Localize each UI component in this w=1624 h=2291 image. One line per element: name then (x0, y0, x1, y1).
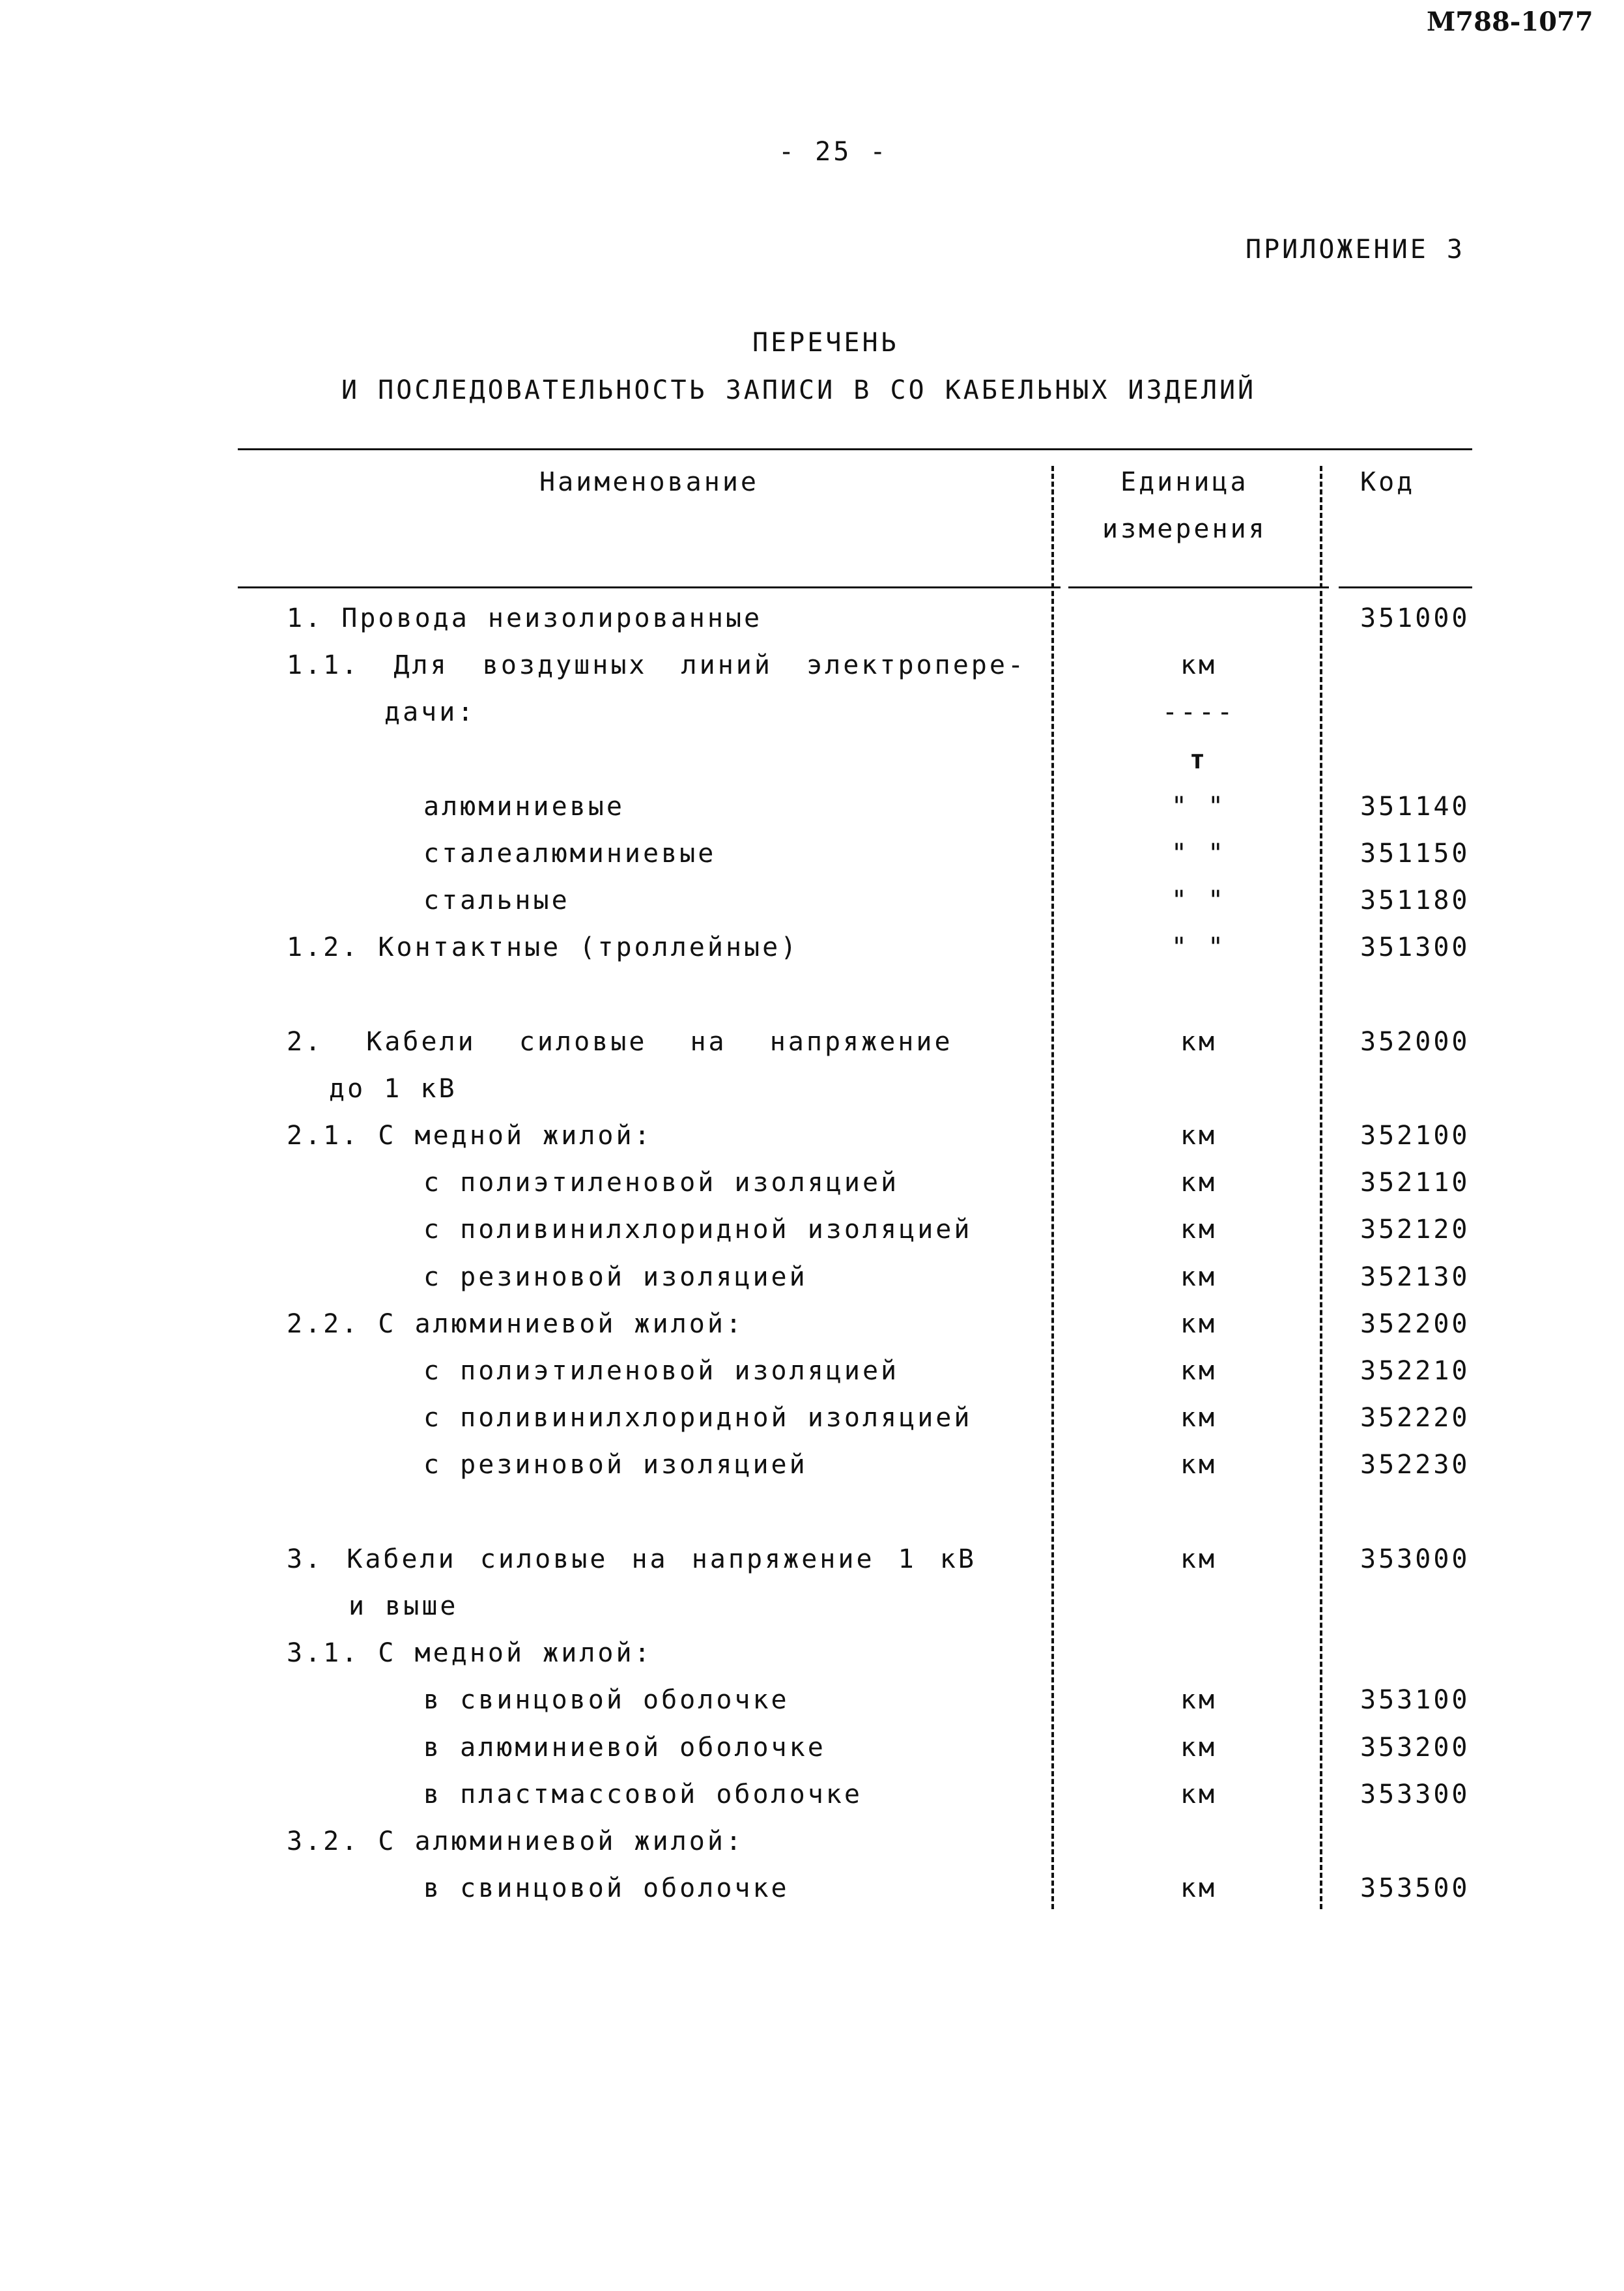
table-row (0, 650, 1624, 697)
item-name: с поливинилхлоридной изоляцией (423, 1403, 973, 1434)
item-name: стальные (423, 886, 570, 916)
column-header-unit-line1: Единица (1120, 467, 1249, 497)
item-unit: " " (1171, 932, 1227, 963)
item-unit: км (1180, 1356, 1218, 1386)
table-row (0, 1450, 1624, 1497)
item-code: 352220 (1360, 1403, 1470, 1434)
item-name: алюминиевые (423, 791, 625, 822)
header-bottom-rule-middle (1068, 586, 1329, 588)
table-row (0, 745, 1624, 792)
item-name: с резиновой изоляцией (423, 1450, 808, 1480)
table-row (0, 1826, 1624, 1873)
item-unit: км (1180, 1026, 1218, 1057)
table-row (0, 1121, 1624, 1168)
item-name: 2. Кабели силовые на напряжение (287, 1026, 953, 1057)
item-name: дачи: (384, 697, 476, 728)
table-row (0, 1215, 1624, 1261)
appendix-label: ПРИЛОЖЕНИЕ 3 (1246, 235, 1465, 265)
item-name: с полиэтиленовой изоляцией (423, 1356, 900, 1386)
item-code: 351300 (1360, 932, 1470, 963)
table-row (0, 1779, 1624, 1826)
page-number: - 25 - (778, 137, 889, 167)
item-unit: км (1180, 1308, 1218, 1339)
table-body (0, 603, 1624, 1920)
item-code: 352110 (1360, 1168, 1470, 1198)
item-name: с резиновой изоляцией (423, 1261, 808, 1292)
item-code: 352120 (1360, 1215, 1470, 1245)
item-code: 353100 (1360, 1685, 1470, 1716)
table-row (0, 886, 1624, 932)
item-unit: км (1180, 1168, 1218, 1198)
table-row (0, 1733, 1624, 1779)
column-header-name: Наименование (539, 467, 759, 497)
table-row (0, 1591, 1624, 1638)
table-row (0, 1638, 1624, 1685)
table-row (0, 1356, 1624, 1403)
item-name: в свинцовой оболочке (423, 1685, 790, 1716)
column-header-unit-line2: измерения (1102, 514, 1267, 544)
item-unit: т (1189, 744, 1208, 775)
item-name: в алюминиевой оболочке (423, 1732, 826, 1763)
item-code: 351140 (1360, 791, 1470, 822)
item-name: 3.1. С медной жилой: (287, 1638, 653, 1669)
item-code: 353500 (1360, 1873, 1470, 1904)
item-name: до 1 кВ (329, 1073, 457, 1104)
table-row (0, 839, 1624, 886)
item-unit: км (1180, 1450, 1218, 1480)
item-code: 352130 (1360, 1261, 1470, 1292)
item-unit: км (1180, 1403, 1218, 1434)
item-unit: км (1180, 1215, 1218, 1245)
item-code: 353300 (1360, 1779, 1470, 1809)
column-header-code: Код (1360, 467, 1416, 497)
item-unit: " " (1171, 886, 1227, 916)
item-code: 352100 (1360, 1121, 1470, 1151)
item-unit-fraction-bar: ---- (1161, 697, 1236, 728)
table-row (0, 792, 1624, 839)
table-row (0, 1027, 1624, 1074)
table-row (0, 1074, 1624, 1121)
table-row (0, 1685, 1624, 1732)
item-unit: км (1180, 1685, 1218, 1716)
table-row (0, 1168, 1624, 1215)
item-unit: км (1180, 1544, 1218, 1574)
table-row (0, 1873, 1624, 1920)
table-row (0, 932, 1624, 979)
item-code: 351000 (1360, 603, 1470, 633)
table-top-rule (238, 448, 1472, 450)
item-unit: км (1180, 650, 1218, 681)
title-line-1: ПЕРЕЧЕНЬ (752, 328, 899, 358)
item-name: в пластмассовой оболочке (423, 1779, 862, 1809)
item-unit: км (1180, 1779, 1218, 1809)
table-row (0, 1309, 1624, 1356)
item-code: 353000 (1360, 1544, 1470, 1574)
header-bottom-rule-right (1339, 586, 1472, 588)
item-name: с полиэтиленовой изоляцией (423, 1168, 900, 1198)
item-name: сталеалюминиевые (423, 838, 717, 869)
item-code: 353200 (1360, 1732, 1470, 1763)
item-unit: км (1180, 1121, 1218, 1151)
item-code: 352000 (1360, 1026, 1470, 1057)
item-unit: " " (1171, 838, 1227, 869)
header-bottom-rule-left (238, 586, 1061, 588)
title-line-2: И ПОСЛЕДОВАТЕЛЬНОСТЬ ЗАПИСИ В СО КАБЕЛЬНЫХ ИЗДЕЛИЙ (341, 375, 1257, 405)
item-code: 352230 (1360, 1450, 1470, 1480)
item-name: 2.2. С алюминиевой жилой: (287, 1308, 745, 1339)
table-row (0, 1544, 1624, 1591)
table-row (0, 1403, 1624, 1450)
document-code: М788-1077 (1427, 7, 1593, 37)
table-row (0, 697, 1624, 744)
item-name: 3. Кабели силовые на напряжение 1 кВ (287, 1544, 976, 1574)
item-name: в свинцовой оболочке (423, 1873, 790, 1904)
table-row (0, 980, 1624, 1027)
item-name: 2.1. С медной жилой: (287, 1121, 653, 1151)
table-row (0, 603, 1624, 650)
item-name: 1.1. Для воздушных линий электропере- (287, 650, 1027, 681)
item-unit: км (1180, 1873, 1218, 1904)
item-name: 3.2. С алюминиевой жилой: (287, 1826, 745, 1856)
item-unit: " " (1171, 791, 1227, 822)
item-name: с поливинилхлоридной изоляцией (423, 1215, 973, 1245)
item-code: 352210 (1360, 1356, 1470, 1386)
item-name: 1.2. Контактные (троллейные) (287, 932, 799, 963)
item-code: 351180 (1360, 886, 1470, 916)
table-row (0, 1497, 1624, 1544)
table-row (0, 1262, 1624, 1309)
item-name: 1. Провода неизолированные (287, 603, 763, 633)
item-code: 351150 (1360, 838, 1470, 869)
item-name: и выше (349, 1591, 459, 1621)
item-unit: км (1180, 1732, 1218, 1763)
item-unit: км (1180, 1261, 1218, 1292)
item-code: 352200 (1360, 1308, 1470, 1339)
